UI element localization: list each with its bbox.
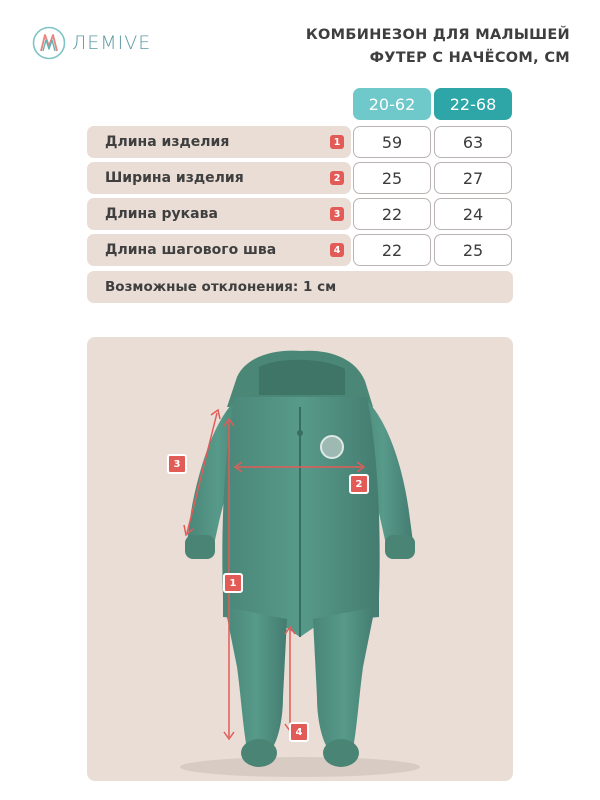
row-label: Ширина изделия (105, 170, 244, 186)
table-cell: 25 (434, 234, 512, 266)
page-title (306, 24, 570, 70)
marker-inseam: 4 (289, 722, 309, 742)
row-label: Длина шагового шва (105, 242, 277, 258)
row-label: Длина рукава (105, 206, 218, 222)
brand-name: ЛEMIVE (72, 32, 152, 54)
row-label: Длина изделия (105, 134, 230, 150)
table-cell: 22 (353, 198, 431, 230)
table-row-inseam (87, 234, 351, 266)
table-cell: 24 (434, 198, 512, 230)
size-header-2: 22-68 (434, 88, 512, 120)
row-number-badge: 2 (330, 171, 344, 185)
table-cell: 22 (353, 234, 431, 266)
marker-width: 2 (349, 474, 369, 494)
table-row-length (87, 126, 351, 158)
product-illustration (87, 337, 513, 781)
table-cell: 25 (353, 162, 431, 194)
marker-length: 1 (223, 573, 243, 593)
jumpsuit-image (87, 337, 513, 781)
logo-mark-icon (32, 26, 66, 60)
table-cell: 63 (434, 126, 512, 158)
table-row-sleeve (87, 198, 351, 230)
table-cell: 59 (353, 126, 431, 158)
table-cell: 27 (434, 162, 512, 194)
size-header-1: 20-62 (353, 88, 431, 120)
marker-sleeve: 3 (167, 454, 187, 474)
tolerance-note: Возможные отклонения: 1 см (87, 271, 513, 303)
table-row-width (87, 162, 351, 194)
row-number-badge: 1 (330, 135, 344, 149)
brand-logo (32, 26, 151, 60)
title-line-1: КОМБИНЕЗОН ДЛЯ МАЛЫШЕЙ (305, 27, 570, 43)
row-number-badge: 3 (330, 207, 344, 221)
row-number-badge: 4 (330, 243, 344, 257)
title-line-2: ФУТЕР С НАЧЁСОМ, СМ (369, 50, 570, 66)
